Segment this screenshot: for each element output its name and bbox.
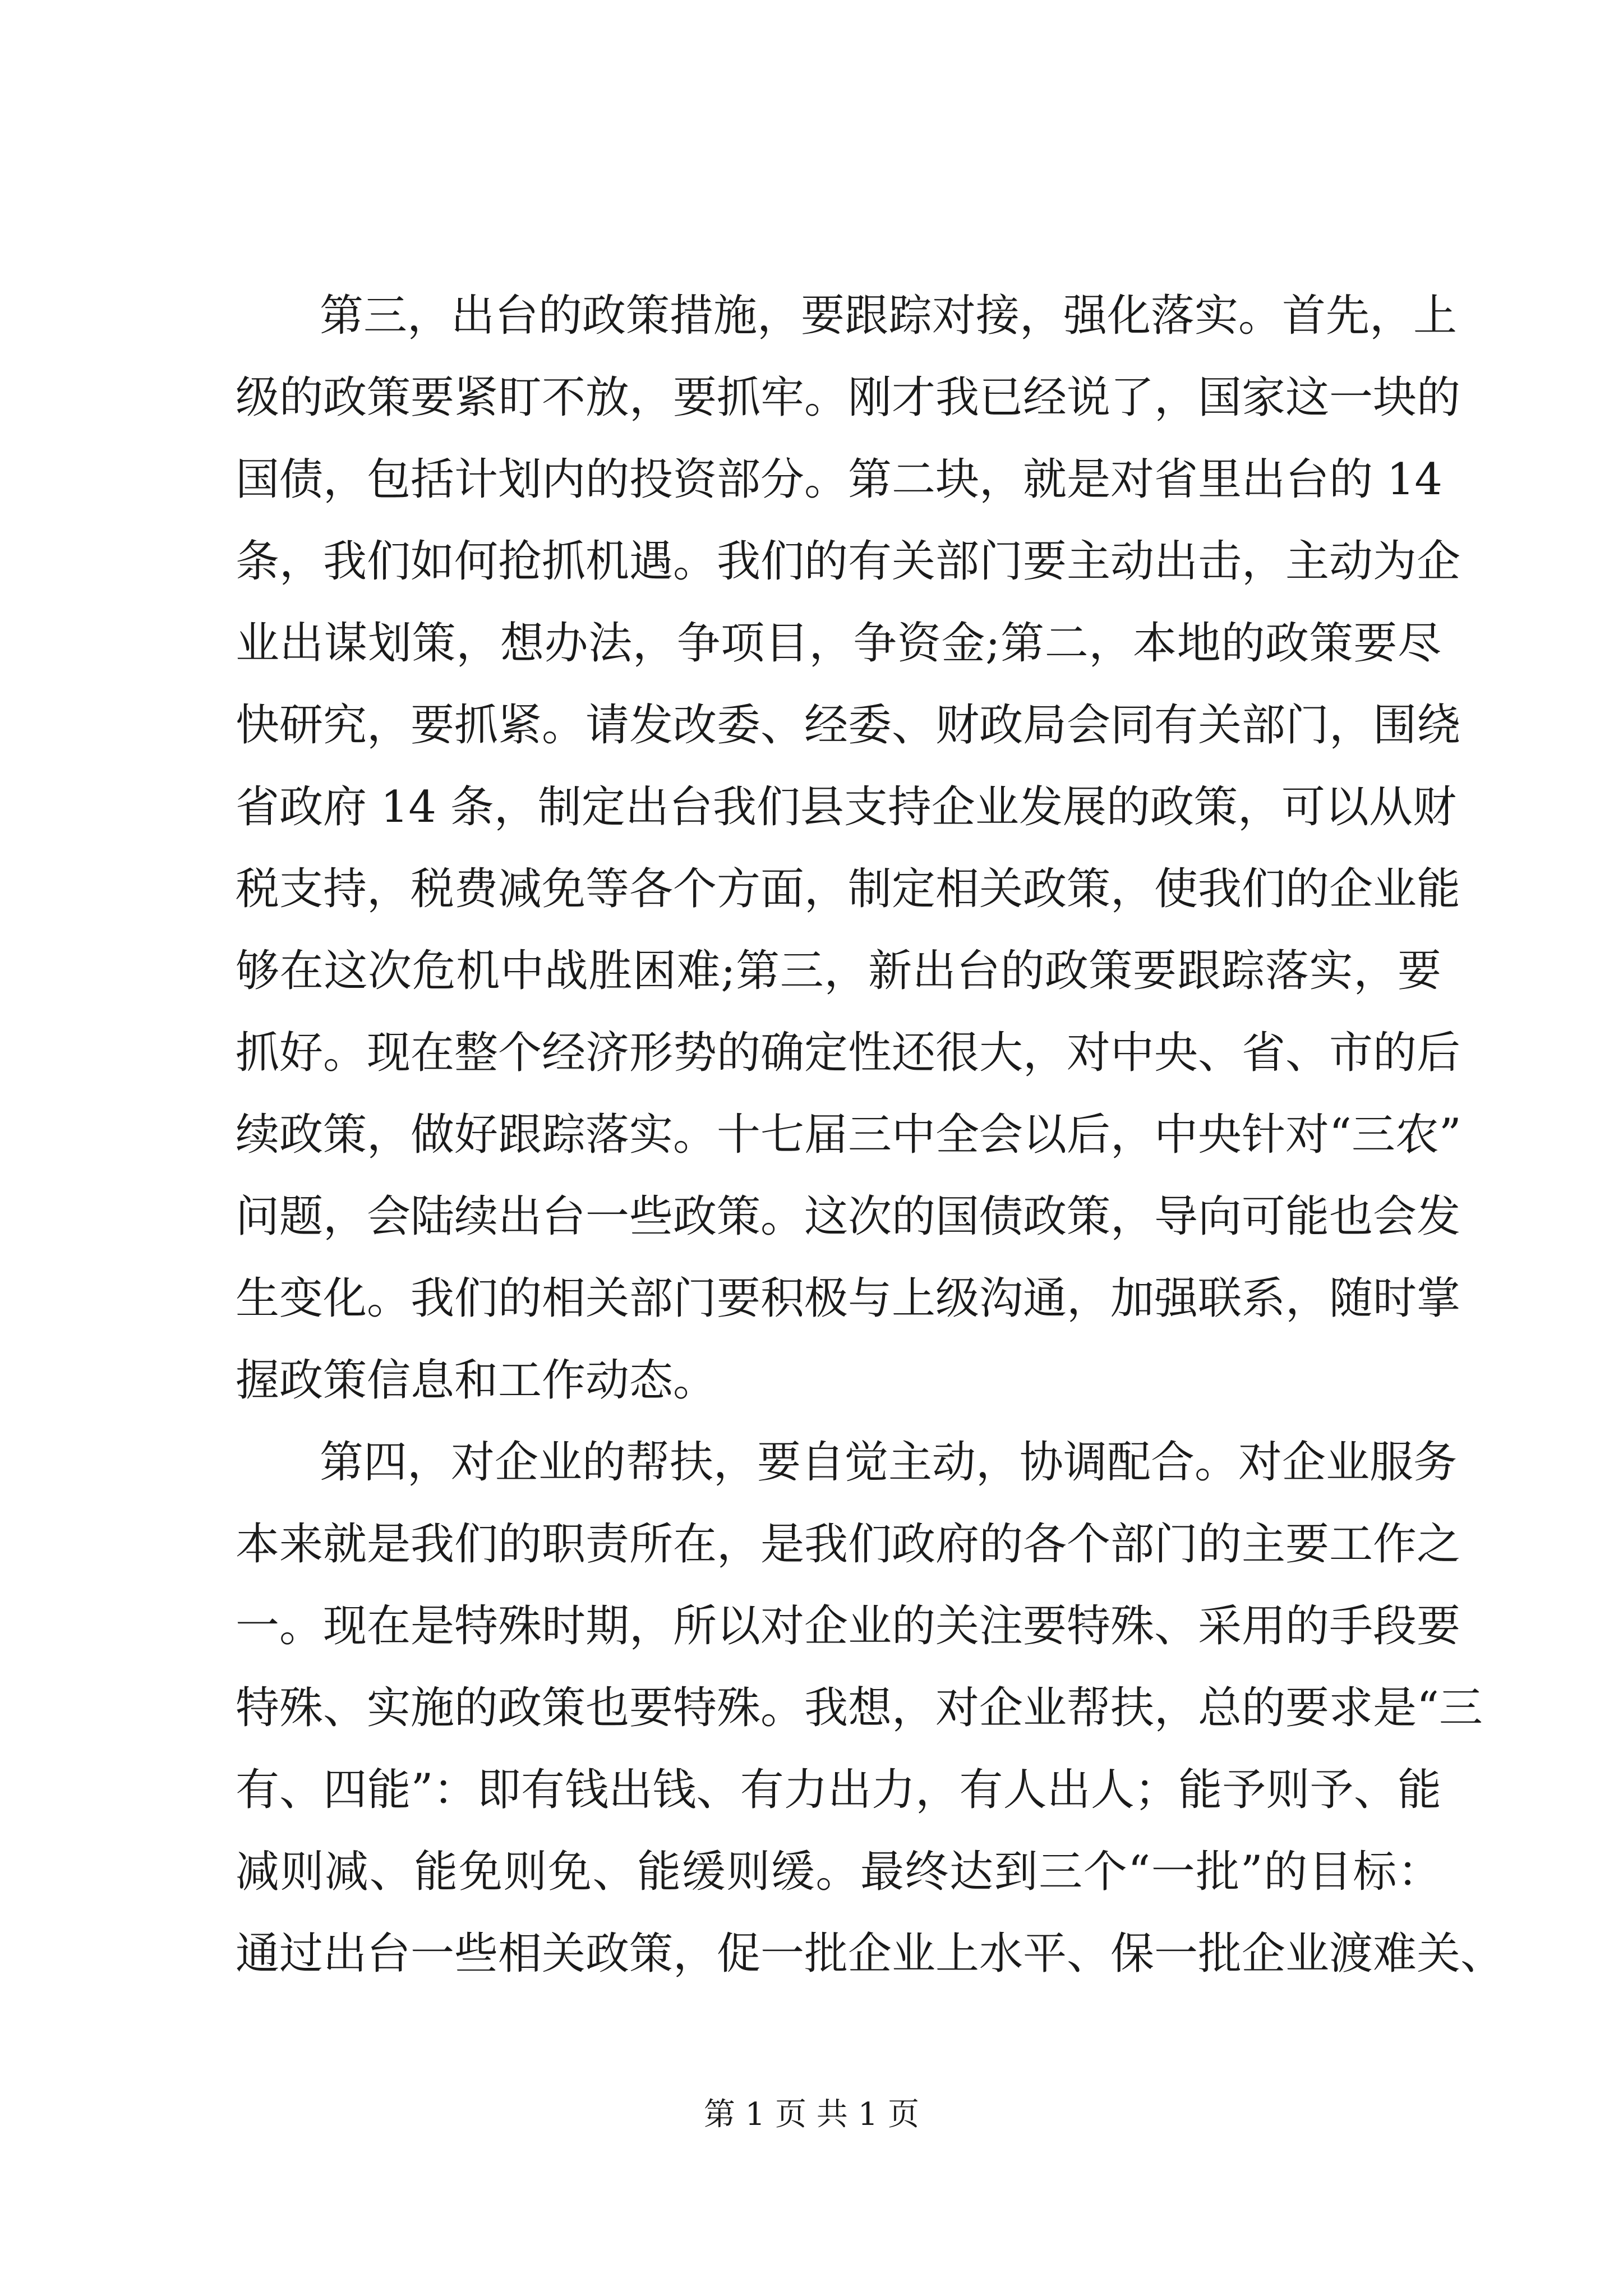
text-line: 问题，会陆续出台一些政策。这次的国债政策，导向可能也会发 [236,1191,1461,1242]
text-line: 本来就是我们的职责所在，是我们政府的各个部门的主要工作之 [236,1519,1461,1570]
text-line: 续政策，做好跟踪落实。十七届三中全会以后，中央针对“三农” [236,1110,1461,1160]
paragraph-4 [236,1421,1505,1995]
text-line: 省政府 14 条，制定出台我们县支持企业发展的政策，可以从财 [236,782,1456,832]
text-line: 税支持，税费减免等各个方面，制定相关政策，使我们的企业能 [236,864,1461,914]
text-line: 国债，包括计划内的投资部分。第二块，就是对省里出台的 14 [236,454,1443,505]
text-line: 握政策信息和工作动态。 [236,1355,717,1406]
text-line: 通过出台一些相关政策，促一批企业上水平、保一批企业渡难关、 [236,1929,1505,1979]
text-line: 第四，对企业的帮扶，要自觉主动，协调配合。对企业服务 [320,1437,1458,1488]
text-line: 一。现在是特殊时期，所以对企业的关注要特殊、采用的手段要 [236,1601,1461,1651]
text-line: 生变化。我们的相关部门要积极与上级沟通，加强联系，随时掌 [236,1273,1461,1324]
page-footer [0,2095,1623,2134]
text-line: 第三，出台的政策措施，要跟踪对接，强化落实。首先，上 [320,291,1458,341]
text-line: 减则减、能免则免、能缓则缓。最终达到三个“一批”的目标： [236,1847,1441,1897]
text-line: 抓好。现在整个经济形势的确定性还很大，对中央、省、市的后 [236,1028,1461,1078]
document-body [236,275,1505,1995]
text-line: 级的政策要紧盯不放，要抓牢。刚才我已经说了，国家这一块的 [236,372,1461,423]
text-line: 有、四能”：即有钱出钱、有力出力，有人出人；能予则予、能 [236,1765,1441,1815]
text-line: 业出谋划策，想办法，争项目，争资金;第二，本地的政策要尽 [236,618,1441,669]
page-number: 第 1 页 共 1 页 [703,2096,920,2133]
paragraph-3 [236,275,1461,1421]
text-line: 特殊、实施的政策也要特殊。我想，对企业帮扶，总的要求是“三 [236,1683,1483,1733]
text-line: 条，我们如何抢抓机遇。我们的有关部门要主动出击，主动为企 [236,536,1461,587]
text-line: 够在这次危机中战胜困难;第三，新出台的政策要跟踪落实，要 [236,946,1441,996]
text-line: 快研究，要抓紧。请发改委、经委、财政局会同有关部门，围绕 [236,700,1461,751]
